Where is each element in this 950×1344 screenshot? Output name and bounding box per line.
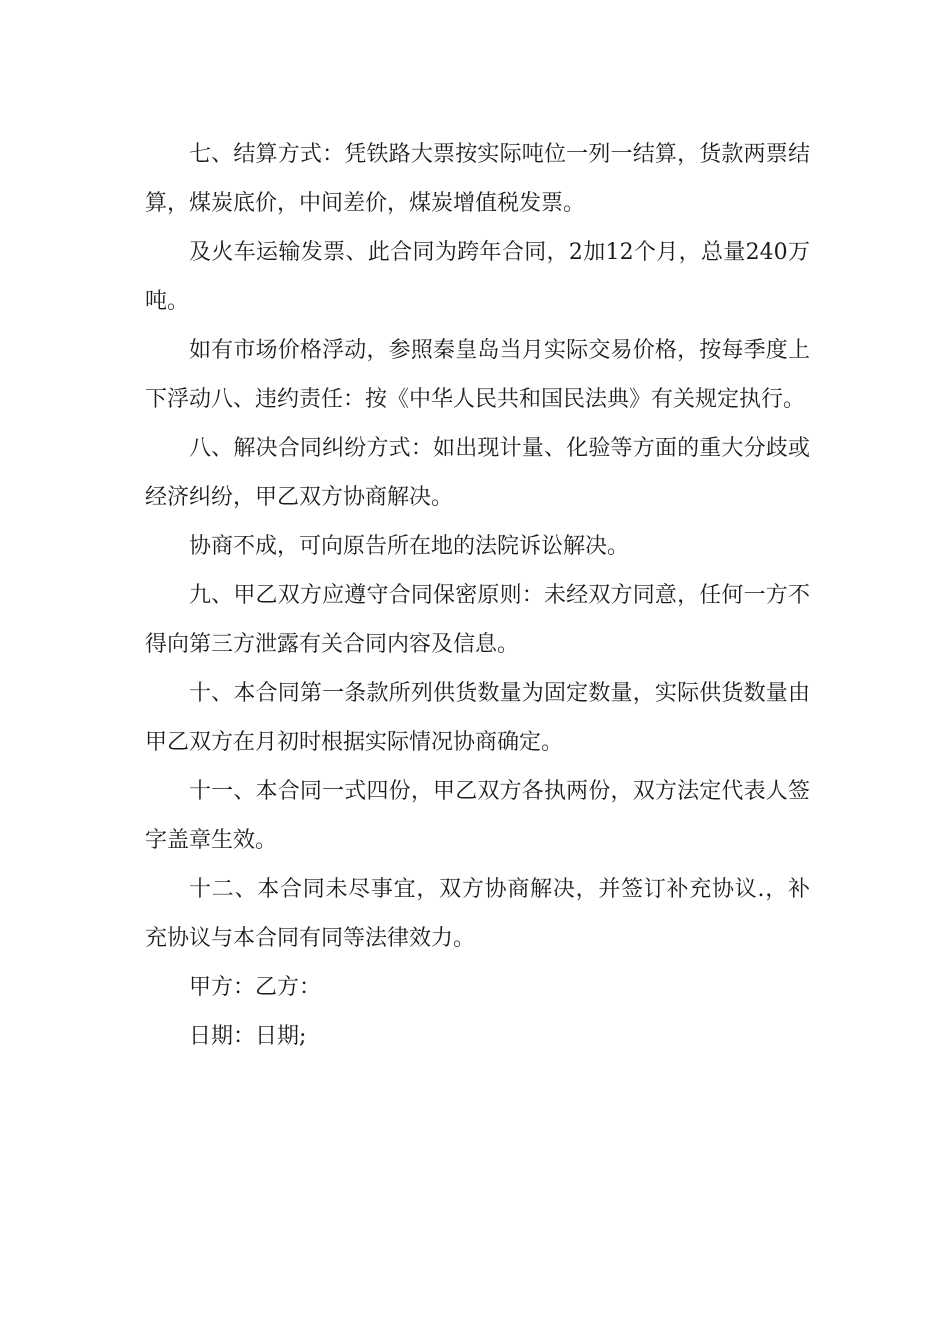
signature-dates: 日期：日期; (189, 1024, 307, 1049)
contract-body (145, 130, 810, 1061)
clause-price-fluctuation-breach: 如有市场价格浮动，参照秦皇岛当月实际交易价格，按每季度上下浮动八、违约责任：按《中华人民共和国民法典》有关规定执行。 (145, 338, 810, 412)
signature-parties: 甲方：乙方： (189, 975, 322, 1000)
clause-7-settlement: 七、结算方式：凭铁路大票按实际吨位一列一结算，货款两票结算，煤炭底价，中间差价，煤炭增值税发票。 (145, 142, 810, 216)
clause-10-quantity: 十、本合同第一条款所列供货数量为固定数量，实际供货数量由甲乙双方在月初时根据实际情况协商确定。 (145, 681, 810, 755)
clause-11-copies: 十一、本合同一式四份，甲乙双方各执两份，双方法定代表人签字盖章生效。 (145, 779, 810, 853)
clause-12-supplement: 十二、本合同未尽事宜，双方协商解决，并签订补充协议.，补充协议与本合同有同等法律效力。 (145, 877, 810, 951)
clause-8-dispute: 八、解决合同纠纷方式：如出现计量、化验等方面的重大分歧或经济纠纷，甲乙双方协商解决。 (145, 436, 810, 510)
clause-7-invoice-term: 及火车运输发票、此合同为跨年合同，2加12个月，总量240万吨。 (145, 240, 810, 314)
clause-8-litigation: 协商不成，可向原告所在地的法院诉讼解决。 (189, 534, 630, 559)
clause-9-confidentiality: 九、甲乙双方应遵守合同保密原则：未经双方同意，任何一方不得向第三方泄露有关合同内容及信息。 (145, 583, 810, 657)
